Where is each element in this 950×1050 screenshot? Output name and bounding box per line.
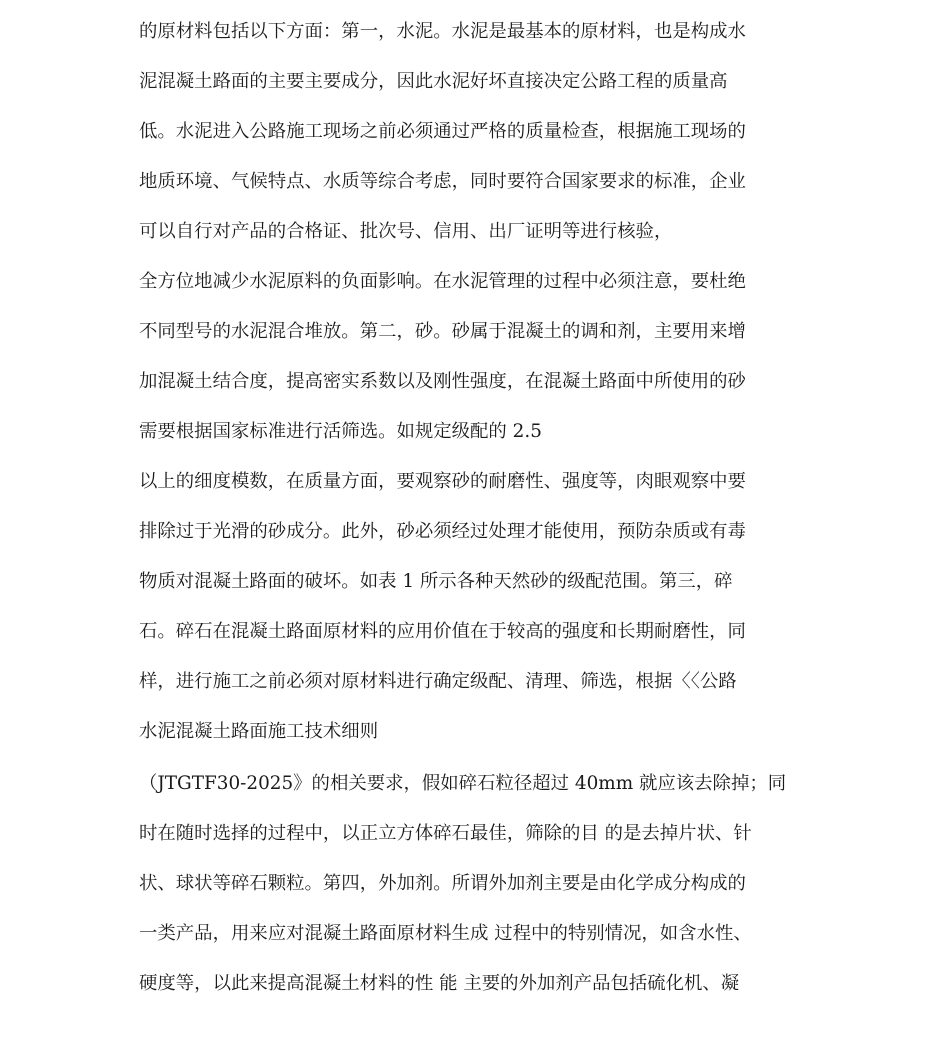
text-line: （JTGTF30-2025》的相关要求，假如碎石粒径超过 40mm 就应该去除掉；同 — [139, 773, 787, 794]
text-line: 低。水泥进入公路施工现场之前必须通过严格的质量检查，根据施工现场的 — [139, 121, 746, 142]
text-line: 硬度等，以此来提高混凝土材料的性 能 主要的外加剂产品包括硫化机、凝 — [139, 973, 740, 994]
text-line: 以上的细度模数，在质量方面，要观察砂的耐磨性、强度等，肉眼观察中要 — [139, 471, 746, 492]
text-line: 物质对混凝土路面的破坏。如表 1 所示各种天然砂的级配范围。第三，碎 — [139, 571, 733, 592]
text-line: 不同型号的水泥混合堆放。第二，砂。砂属于混凝土的调和剂，主要用来增 — [139, 321, 746, 342]
text-line: 水泥混凝土路面施工技术细则 — [139, 721, 379, 742]
text-line: 的原材料包括以下方面：第一，水泥。水泥是最基本的原材料，也是构成水 — [139, 21, 746, 42]
text-line: 泥混凝土路面的主要主要成分，因此水泥好坏直接决定公路工程的质量高 — [139, 71, 728, 92]
text-line: 样，进行施工之前必须对原材料进行确定级配、清理、筛选，根据〈〈公路 — [139, 671, 737, 692]
text-line: 石。碎石在混凝土路面原材料的应用价值在于较高的强度和长期耐磨性，同 — [139, 621, 746, 642]
text-line: 可以自行对产品的合格证、批次号、信用、出厂证明等进行核验， — [139, 221, 673, 242]
text-line: 加混凝土结合度，提高密实系数以及刚性强度，在混凝土路面中所使用的砂 — [139, 371, 746, 392]
text-line: 排除过于光滑的砂成分。此外，砂必须经过处理才能使用，预防杂质或有毒 — [139, 521, 746, 542]
text-line: 需要根据国家标准进行活筛选。如规定级配的 2.5 — [139, 421, 542, 442]
text-line: 状、球状等碎石颗粒。第四，外加剂。所谓外加剂主要是由化学成分构成的 — [139, 873, 746, 894]
text-line: 时在随时选择的过程中，以正立方体碎石最佳，筛除的目 的是去掉片状、针 — [139, 823, 752, 844]
text-line: 一类产品，用来应对混凝土路面原材料生成 过程中的特别情况，如含水性、 — [139, 923, 752, 944]
text-line: 地质环境、气候特点、水质等综合考虑，同时要符合国家要求的标准，企业 — [139, 171, 746, 192]
text-line: 全方位地减少水泥原料的负面影响。在水泥管理的过程中必须注意，要杜绝 — [139, 271, 746, 292]
